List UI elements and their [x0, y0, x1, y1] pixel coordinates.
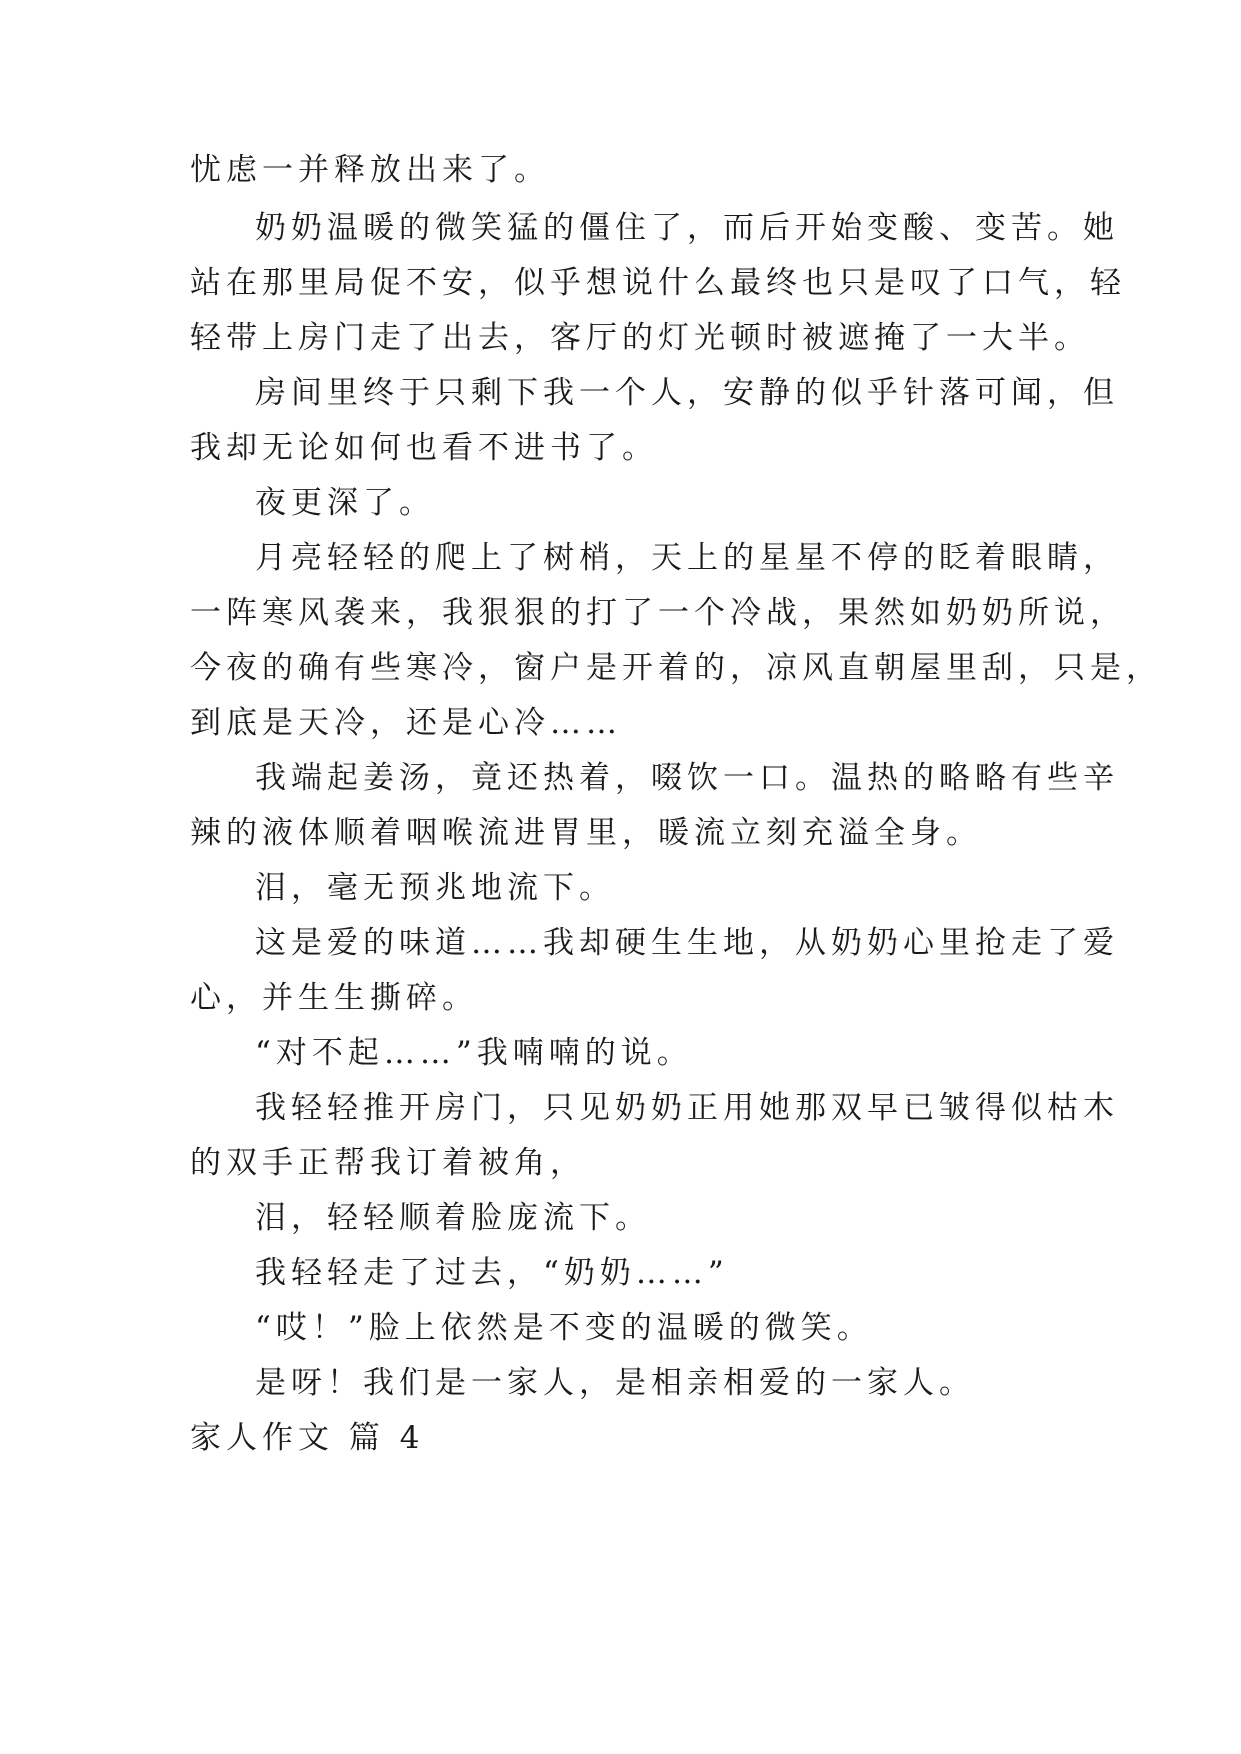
paragraph-line: 夜更深了。	[255, 485, 435, 521]
text-line: 轻带上房门走了出去，客厅的灯光顿时被遮掩了一大半。	[190, 320, 1090, 356]
paragraph-line: 我轻轻走了过去，“奶奶……”	[255, 1255, 729, 1291]
text-line: 忧虑一并释放出来了。	[190, 152, 550, 188]
text-line: 的双手正帮我订着被角，	[190, 1145, 586, 1181]
text-line: 辣的液体顺着咽喉流进胃里，暖流立刻充溢全身。	[190, 815, 982, 851]
section-heading: 家人作文 篇 4	[190, 1420, 425, 1456]
paragraph-line: “对不起……”我喃喃的说。	[255, 1035, 693, 1071]
paragraph-line: “哎！”脸上依然是不变的温暖的微笑。	[255, 1310, 873, 1346]
text-line: 一阵寒风袭来，我狠狠的打了一个冷战，果然如奶奶所说，	[190, 595, 1126, 631]
paragraph-line: 我端起姜汤，竟还热着，啜饮一口。温热的略略有些辛	[255, 760, 1119, 796]
text-line: 心，并生生撕碎。	[190, 980, 478, 1016]
paragraph-line: 这是爱的味道……我却硬生生地，从奶奶心里抢走了爱	[255, 925, 1119, 961]
text-line: 今夜的确有些寒冷，窗户是开着的，凉风直朝屋里刮，只是，	[190, 650, 1162, 686]
text-line: 我却无论如何也看不进书了。	[190, 430, 658, 466]
text-line: 站在那里局促不安，似乎想说什么最终也只是叹了口气，轻	[190, 265, 1126, 301]
paragraph-line: 我轻轻推开房门，只见奶奶正用她那双早已皱得似枯木	[255, 1090, 1119, 1126]
paragraph-line: 是呀！我们是一家人，是相亲相爱的一家人。	[255, 1365, 975, 1401]
paragraph-line: 房间里终于只剩下我一个人，安静的似乎针落可闻，但	[255, 375, 1119, 411]
paragraph-line: 泪，轻轻顺着脸庞流下。	[255, 1200, 651, 1236]
paragraph-line: 泪，毫无预兆地流下。	[255, 870, 615, 906]
text-line: 到底是天冷，还是心冷……	[190, 705, 622, 741]
paragraph-line: 月亮轻轻的爬上了树梢，天上的星星不停的眨着眼睛，	[255, 540, 1119, 576]
paragraph-line: 奶奶温暖的微笑猛的僵住了，而后开始变酸、变苦。她	[255, 210, 1119, 246]
